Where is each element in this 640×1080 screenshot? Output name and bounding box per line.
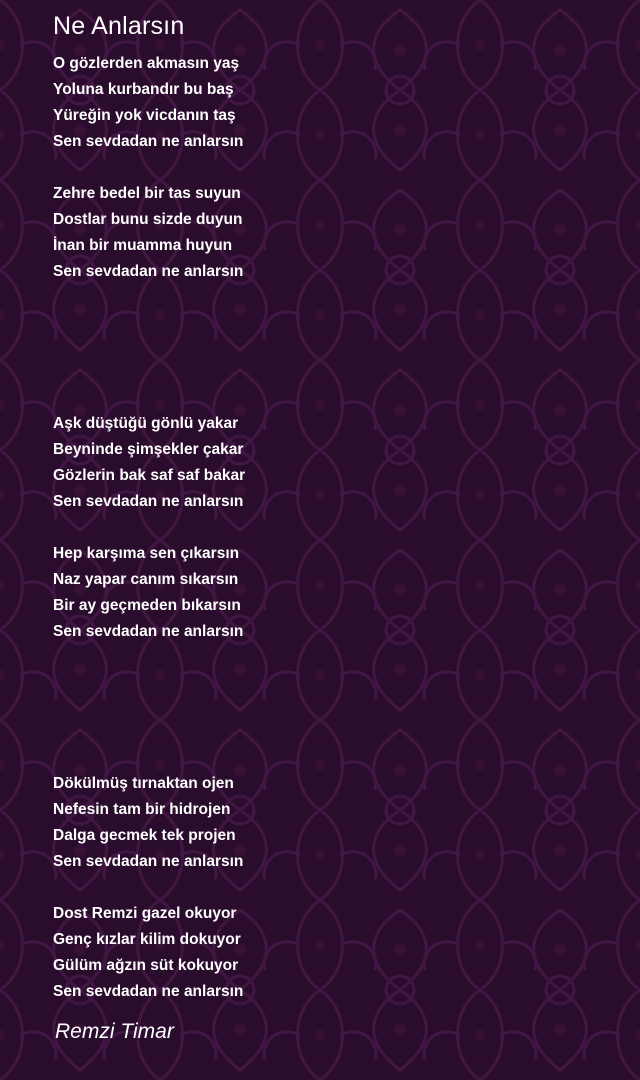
- stanza: [53, 416, 245, 520]
- poem-line: Zehre bedel bir tas suyun: [53, 185, 241, 202]
- poem-line: O gözlerden akmasın yaş: [53, 55, 240, 72]
- poem-line: Sen sevdadan ne anlarsın: [53, 983, 244, 1000]
- poem-line: Nefesin tam bir hidrojen: [53, 801, 231, 818]
- poem-title: Ne Anlarsın: [53, 12, 185, 40]
- poem-line: Dökülmüş tırnaktan ojen: [53, 775, 234, 792]
- poem-line: Sen sevdadan ne anlarsın: [53, 133, 244, 150]
- stanza: [53, 906, 243, 1010]
- poem-line: Sen sevdadan ne anlarsın: [53, 263, 244, 280]
- background-pattern: [0, 360, 640, 720]
- poem-line: Hep karşıma sen çıkarsın: [53, 545, 240, 562]
- poem-line: Yüreğin yok vicdanın taş: [53, 107, 236, 124]
- poem-line: Aşk düştüğü gönlü yakar: [53, 415, 239, 432]
- poem-line: Naz yapar canım sıkarsın: [53, 571, 239, 588]
- poem-line: Sen sevdadan ne anlarsın: [53, 623, 244, 640]
- stanza: [53, 56, 243, 160]
- poem-author: Remzi Timar: [55, 1020, 174, 1043]
- poem-line: Beyninde şimşekler çakar: [53, 441, 244, 458]
- poem-line: Yoluna kurbandır bu baş: [53, 81, 234, 98]
- damask-pattern: [0, 360, 640, 720]
- poem-line: Dost Remzi gazel okuyor: [53, 905, 237, 922]
- background-pattern: [0, 0, 640, 360]
- stanza: [53, 186, 243, 290]
- poem-line: Gözlerin bak saf saf bakar: [53, 467, 246, 484]
- poem-line: Dalga gecmek tek projen: [53, 827, 236, 844]
- poem-line: Bir ay geçmeden bıkarsın: [53, 597, 241, 614]
- damask-pattern: [0, 0, 640, 360]
- stanza: [53, 546, 243, 650]
- poem-line: Gülüm ağzın süt kokuyor: [53, 957, 239, 974]
- poem-line: Dostlar bunu sizde duyun: [53, 211, 243, 228]
- poem-line: Sen sevdadan ne anlarsın: [53, 493, 244, 510]
- poem-line: Sen sevdadan ne anlarsın: [53, 853, 244, 870]
- poem-line: Genç kızlar kilim dokuyor: [53, 931, 241, 948]
- poem-line: İnan bir muamma huyun: [53, 237, 233, 254]
- stanza: [53, 776, 243, 880]
